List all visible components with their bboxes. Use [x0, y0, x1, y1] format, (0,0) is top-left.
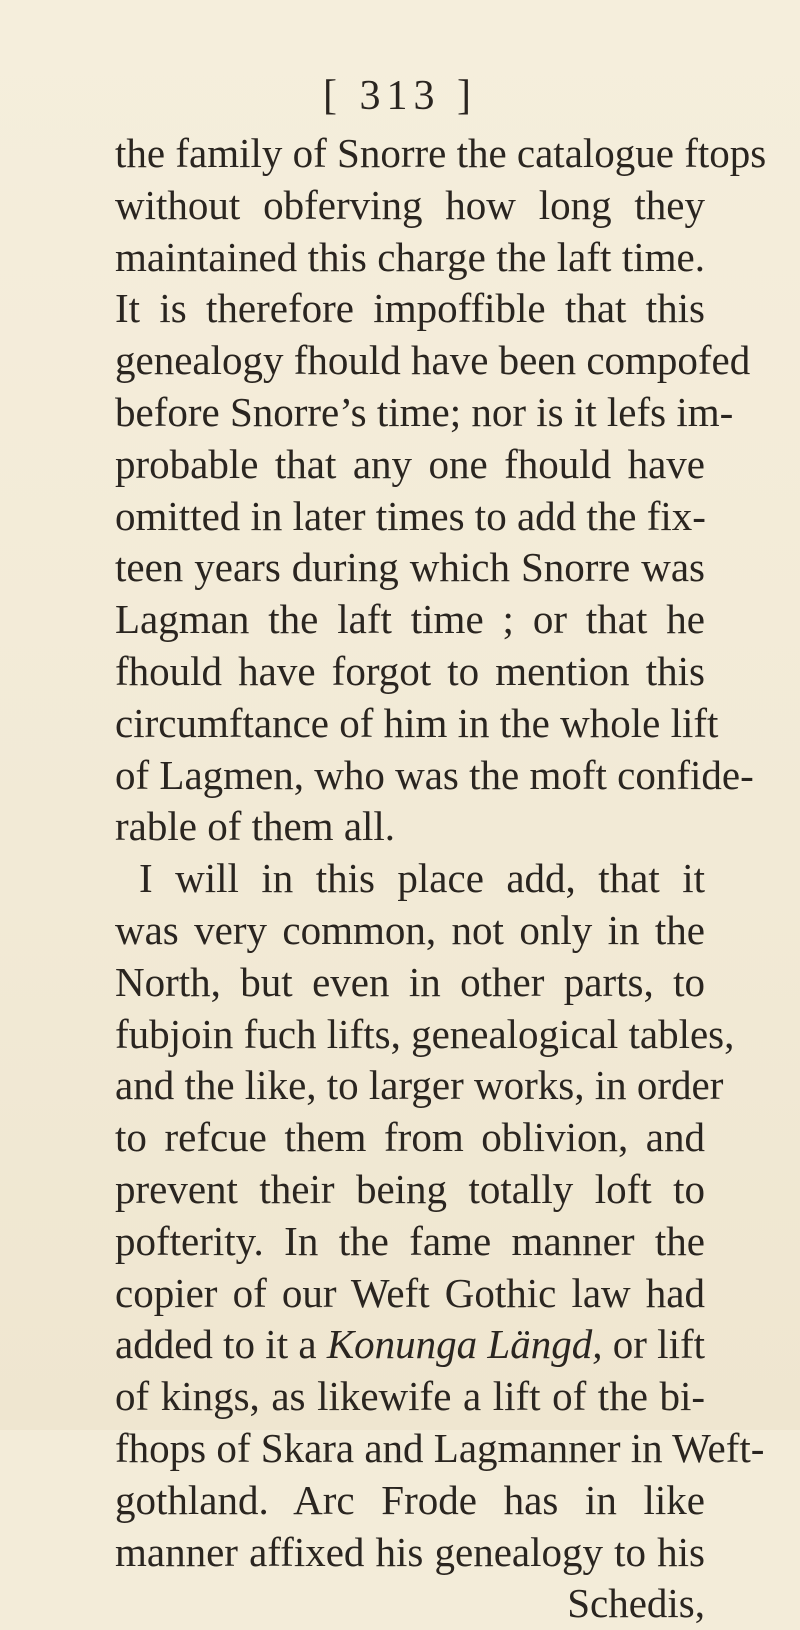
text-line: to refcue them from oblivion, and	[115, 1114, 705, 1161]
text-line: Lagman the laft time ; or that he	[115, 596, 705, 643]
text-line: I will in this place add, that it	[139, 855, 705, 902]
text-line	[115, 1319, 705, 1371]
text-line: genealogy fhould have been compofed	[115, 337, 751, 384]
text-line: the family of Snorre the catalogue ftops	[115, 130, 767, 176]
text-line: before Snorre’s time; nor is it lefs im-	[115, 388, 734, 435]
text-line: of Lagmen, who was the moft confide-	[115, 751, 754, 798]
text-line: manner affixed his genealogy to his	[115, 1528, 705, 1575]
text-line: was very common, not only in the	[115, 906, 705, 953]
text-line: fhould have forgot to mention this	[115, 647, 705, 694]
text-segment: or lift	[612, 1321, 706, 1368]
body-text	[115, 128, 767, 1630]
italic-title: Konunga Längd,	[326, 1321, 603, 1368]
text-line: fhops of Skara and Lagmanner in Weft-	[115, 1424, 765, 1471]
text-line: rable of them all.	[115, 803, 396, 850]
text-line: circumftance of him in the whole lift	[115, 699, 719, 746]
text-line: gothland. Arc Frode has in like	[115, 1476, 705, 1523]
text-line: prevent their being totally loft to	[115, 1165, 705, 1212]
page-number: [ 313 ]	[323, 73, 477, 119]
text-line: without obferving how long they	[115, 181, 705, 228]
text-line: It is therefore impoffible that this	[115, 285, 705, 332]
text-line: pofterity. In the fame manner the	[115, 1217, 705, 1264]
catchword: Schedis,	[567, 1580, 705, 1627]
text-line: probable that any one fhould have	[115, 440, 705, 487]
text-line: and the like, to larger works, in order	[115, 1062, 724, 1109]
text-line: copier of our Weft Gothic law had	[115, 1269, 705, 1316]
text-line: fubjoin fuch lifts, genealogical tables,	[115, 1010, 735, 1057]
text-line: North, but even in other parts, to	[115, 958, 705, 1005]
text-line: maintained this charge the laft time.	[115, 233, 705, 280]
text-line: of kings, as likewife a lift of the bi-	[115, 1373, 705, 1420]
text-segment: added to it a	[115, 1321, 317, 1368]
text-line: omitted in later times to add the fix-	[115, 492, 706, 539]
text-line: teen years during which Snorre was	[115, 544, 705, 591]
